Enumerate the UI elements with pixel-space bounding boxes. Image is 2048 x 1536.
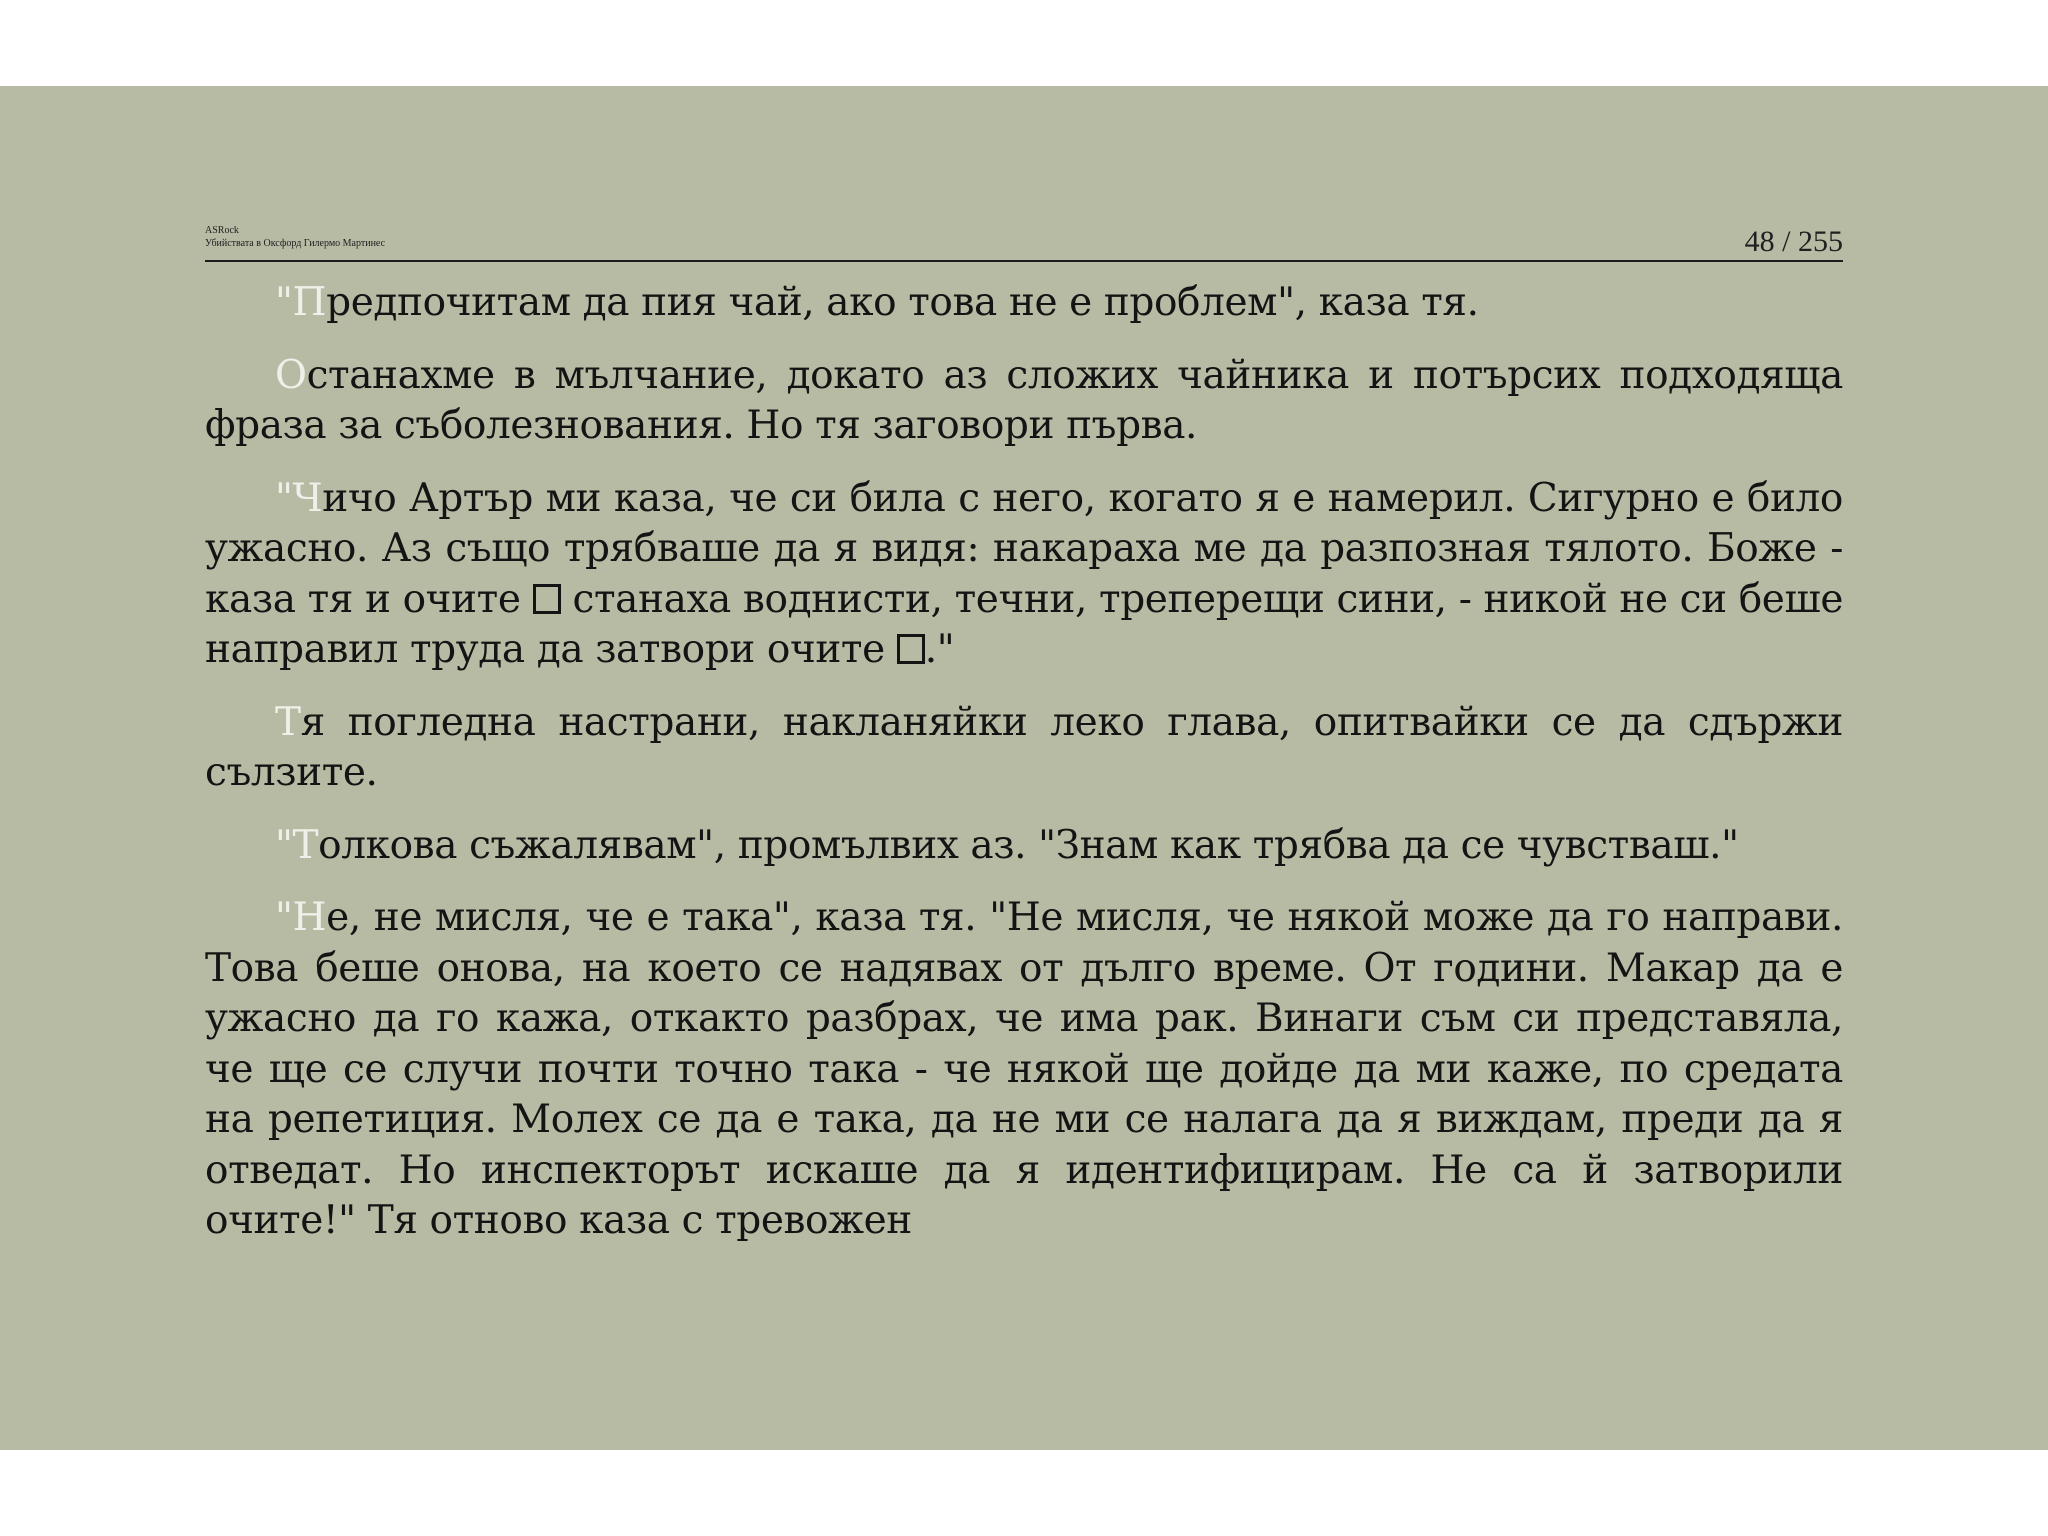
paragraph bbox=[205, 698, 1843, 799]
missing-glyph-box-icon bbox=[533, 584, 561, 614]
book-page[interactable] bbox=[205, 222, 1843, 1269]
paragraph-text: олкова съжалявам", промълвих аз. "Знам как трябва да се чувстваш." bbox=[318, 822, 1739, 868]
paragraph-text: ." bbox=[924, 627, 955, 672]
paragraph-lead: "П bbox=[275, 280, 327, 325]
paragraph-lead: О bbox=[275, 352, 307, 398]
paragraph-text: редпочитам да пия чай, ако това не е проблем", каза тя. bbox=[326, 280, 1479, 325]
missing-glyph-box-icon bbox=[897, 634, 925, 664]
page-counter: 48 / 255 bbox=[1744, 225, 1843, 258]
paragraph-lead: "Ч bbox=[275, 475, 323, 521]
paragraph-lead: "Т bbox=[275, 822, 319, 868]
page-header bbox=[205, 222, 1843, 262]
page-body bbox=[205, 262, 1843, 1247]
paragraph-text: станаха воднисти, течни, треперещи сини, - никой не си беше направил труда да затвори очите bbox=[205, 576, 1843, 672]
paragraph bbox=[205, 821, 1843, 872]
paragraph-text: станахме в мълчание, докато аз сложих чайника и потърсих подходяща фраза за съболезнования. Но тя заговори първа. bbox=[205, 352, 1843, 448]
paragraph bbox=[205, 893, 1843, 1247]
paragraph-text: е, не мисля, че е така", каза тя. "Не мисля, че някой може да го направи. Това беше онова, на което се надявах от дълго време. От години. Макар да е ужасно да го кажа, откакто разбрах, че има рак. Винаги съм си представяла, че ще се случи почти точно така - че някой ще дойде да ми каже, по средата на репетиция. Молех се да е така, да не ми се налага да я виждам, преди да я отведат. Но инспекторът искаше да я идентифицирам. Не са й затворили очите!" Тя отново каза с тревожен bbox=[205, 895, 1843, 1243]
paragraph bbox=[205, 278, 1843, 329]
header-book-title: Убийствата в Оксфорд Гилермо Мартинес bbox=[205, 238, 386, 249]
header-meta bbox=[205, 224, 385, 250]
paragraph bbox=[205, 474, 1843, 676]
paragraph-lead: Т bbox=[275, 699, 301, 745]
paragraph bbox=[205, 351, 1843, 452]
header-author: ASRock bbox=[205, 225, 239, 236]
paragraph-text: я погледна настрани, накланяйки леко глава, опитвайки се да сдържи сълзите. bbox=[205, 699, 1843, 795]
paragraph-text: ичо Артър ми каза, че си била с него, когато я е намерил. Сигурно е било ужасно. Аз също трябваше да я видя: накараха ме да разпозная тялото. Боже - каза тя и очите bbox=[205, 475, 1843, 622]
paragraph-lead: "Н bbox=[275, 895, 327, 940]
reader-screen bbox=[0, 86, 2048, 1450]
